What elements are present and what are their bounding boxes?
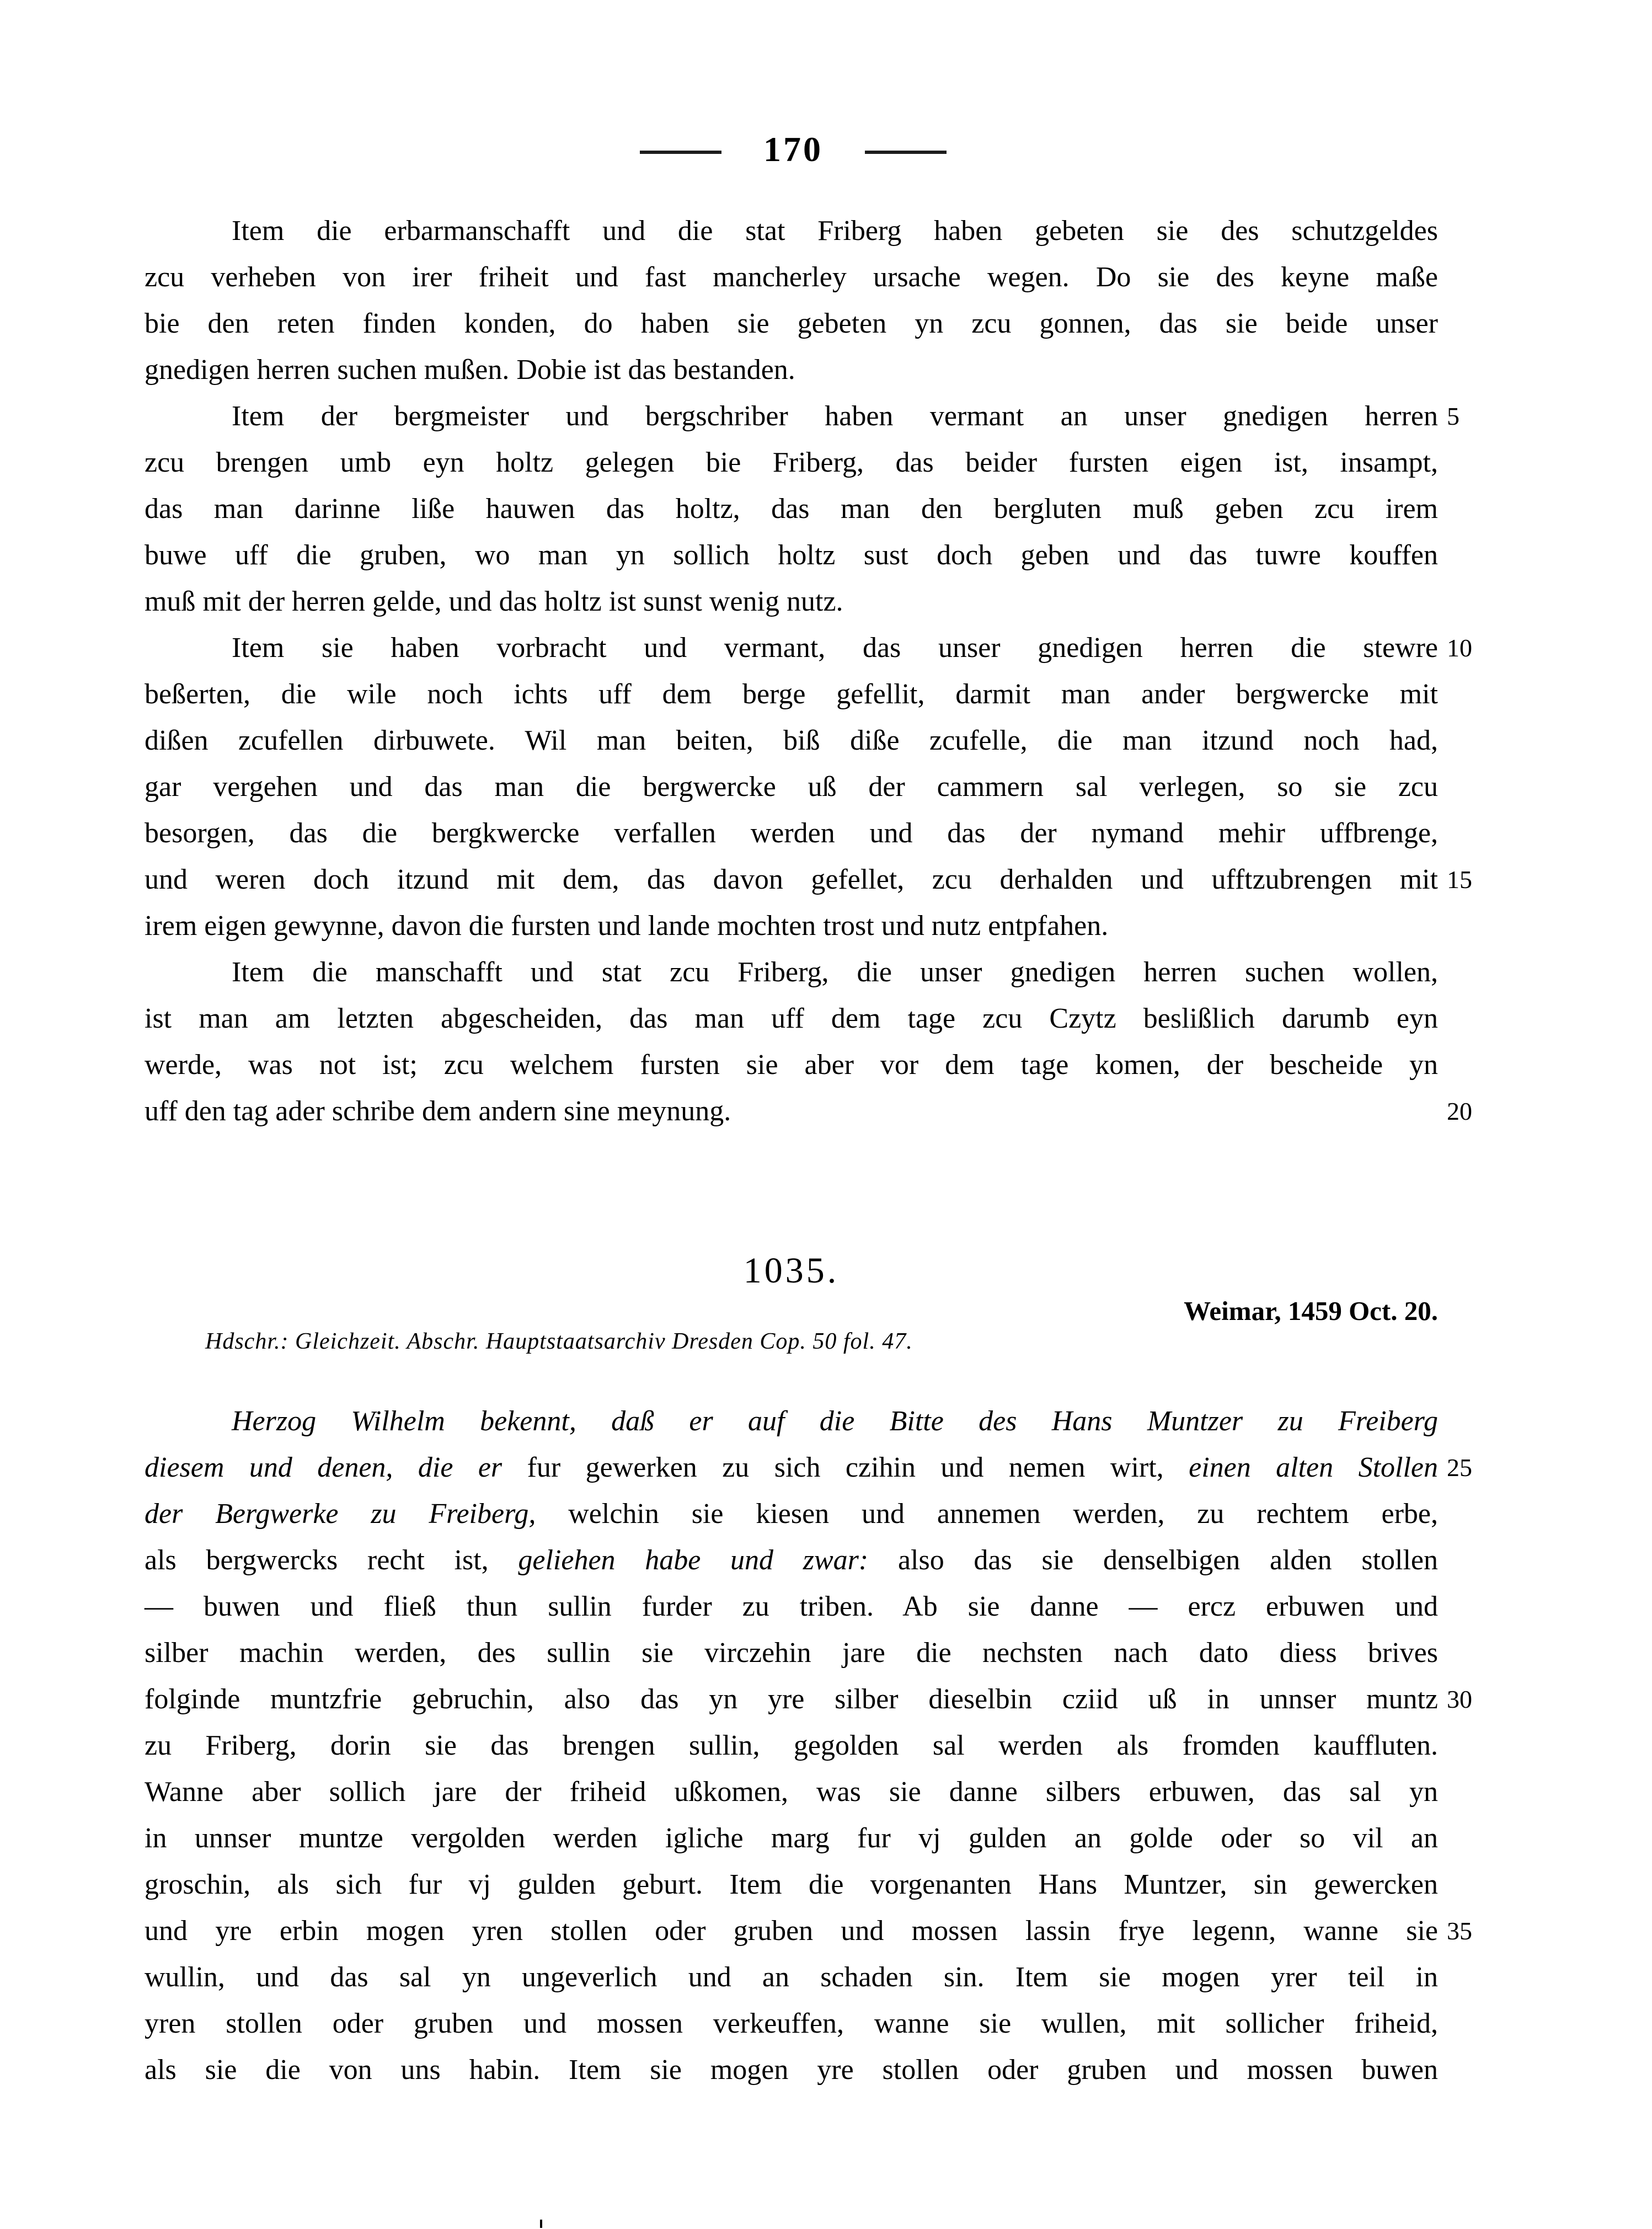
text-line bbox=[145, 1862, 1438, 1908]
text-line bbox=[145, 301, 1438, 347]
text-segment: zu Friberg, dorin sie das brengen sullin, gegolden sal werden als fromden kauffluten. bbox=[145, 1730, 1438, 1761]
italic-text-segment: diesem und denen, die er bbox=[145, 1452, 527, 1483]
text-segment: werde, was not ist; zcu welchem fursten sie aber vor dem tage komen, der bescheide yn bbox=[145, 1049, 1438, 1081]
text-segment: zcu brengen umb eyn holtz gelegen bie Friberg, das beider fursten eigen ist, insampt, bbox=[145, 447, 1438, 478]
text-segment: zcu verheben von irer friheit und fast mancherley ursache wegen. Do sie des keyne maße bbox=[145, 261, 1438, 293]
text-line bbox=[145, 1954, 1438, 2001]
text-segment: Item sie haben vorbracht und vermant, das unser gnedigen herren die stewre bbox=[232, 632, 1438, 664]
text-line bbox=[145, 996, 1438, 1042]
text-line bbox=[145, 1676, 1472, 1723]
margin-line-number: 30 bbox=[1447, 1685, 1472, 1713]
text-line bbox=[145, 1584, 1438, 1630]
text-line bbox=[145, 1769, 1438, 1815]
text-segment: — buwen und fließ thun sullin furder zu triben. Ab sie danne — ercz erbuwen und bbox=[145, 1591, 1438, 1622]
text-segment: yren stollen oder gruben und mossen verkeuffen, wanne sie wullen, mit sollicher friheid, bbox=[145, 2008, 1438, 2039]
text-line bbox=[145, 810, 1438, 857]
margin-line-number: 35 bbox=[1447, 1917, 1472, 1945]
text-line bbox=[145, 903, 1438, 949]
entry-number-heading: 1035. bbox=[743, 1250, 840, 1291]
text-line bbox=[145, 625, 1472, 671]
header-rule-right bbox=[865, 151, 947, 154]
text-line bbox=[145, 532, 1438, 579]
text-segment: also das sie denselbigen alden stollen bbox=[897, 1544, 1439, 1576]
text-segment: silber machin werden, des sullin sie virczehin jare die nechsten nach dato diess brives bbox=[145, 1637, 1438, 1669]
margin-line-number: 10 bbox=[1447, 634, 1472, 662]
page-number: 170 bbox=[763, 130, 823, 169]
text-line bbox=[145, 1630, 1438, 1676]
text-segment: Item die erbarmanschafft und die stat Friberg haben gebeten sie des schutzgeldes bbox=[232, 215, 1438, 247]
text-segment: als sie die von uns habin. Item sie mogen yre stollen oder gruben und mossen buwen bbox=[145, 2054, 1438, 2086]
text-segment: irem eigen gewynne, davon die fursten und lande mochten trost und nutz entpfahen. bbox=[145, 910, 1109, 942]
text-segment: welchin sie kiesen und annemen werden, zu rechtem erbe, bbox=[568, 1498, 1438, 1530]
text-line bbox=[145, 393, 1459, 440]
text-line bbox=[145, 1815, 1438, 1862]
text-line bbox=[145, 1908, 1472, 1954]
text-line bbox=[145, 1537, 1438, 1584]
entry-1034-continuation-text bbox=[145, 208, 1472, 1135]
text-line bbox=[145, 208, 1438, 254]
text-line bbox=[145, 718, 1438, 764]
text-segment: folginde muntzfrie gebruchin, also das yn yre silber dieselbin cziid uß in unnser muntz bbox=[145, 1683, 1438, 1715]
text-segment: dißen zcufellen dirbuwete. Wil man beiten, biß diße zcufelle, die man itzund noch had, bbox=[145, 725, 1438, 756]
text-segment: gnedigen herren suchen mußen. Dobie ist das bestanden. bbox=[145, 354, 795, 386]
margin-line-number: 20 bbox=[1447, 1097, 1472, 1125]
text-line bbox=[145, 857, 1472, 903]
text-line bbox=[145, 949, 1438, 996]
italic-text-segment: der Bergwerke zu Freiberg, bbox=[145, 1498, 569, 1530]
text-line bbox=[145, 347, 1438, 393]
text-line bbox=[145, 2001, 1438, 2047]
text-segment: und yre erbin mogen yren stollen oder gruben und mossen lassin frye legenn, wanne sie bbox=[145, 1915, 1438, 1947]
text-segment: als bergwercks recht ist, bbox=[145, 1544, 518, 1576]
text-line bbox=[145, 254, 1438, 301]
header-rule-left bbox=[640, 151, 721, 154]
text-line bbox=[145, 440, 1438, 486]
scan-artifact-mark bbox=[540, 2220, 542, 2228]
text-line bbox=[145, 1042, 1438, 1088]
page-header bbox=[640, 129, 947, 170]
text-segment: das man darinne liße hauwen das holtz, das man den bergluten muß geben zcu irem bbox=[145, 493, 1438, 525]
text-segment: Wanne aber sollich jare der friheid ußkomen, was sie danne silbers erbuwen, das sal yn bbox=[145, 1776, 1438, 1808]
text-segment: gar vergehen und das man die bergwercke uß der cammern sal verlegen, so sie zcu bbox=[145, 771, 1438, 803]
margin-line-number: 15 bbox=[1447, 865, 1472, 894]
text-segment: fur gewerken zu sich czihin und nemen wirt, bbox=[527, 1452, 1189, 1483]
text-segment: buwe uff die gruben, wo man yn sollich holtz sust doch geben und das tuwre kouffen bbox=[145, 539, 1438, 571]
entry-dateline: Weimar, 1459 Oct. 20. bbox=[1184, 1296, 1438, 1326]
entry-1035-text bbox=[145, 1398, 1472, 2093]
text-segment: muß mit der herren gelde, und das holtz ist sunst wenig nutz. bbox=[145, 586, 843, 617]
text-segment: Item der bergmeister und bergschriber haben vermant an unser gnedigen herren bbox=[232, 400, 1438, 432]
text-segment: ist man am letzten abgescheiden, das man uff dem tage zcu Czytz beslißlich darumb eyn bbox=[145, 1003, 1438, 1034]
text-line bbox=[145, 1088, 1472, 1135]
text-segment: groschin, als sich fur vj gulden geburt. Item die vorgenanten Hans Muntzer, sin gewercken bbox=[145, 1869, 1438, 1900]
text-line bbox=[145, 2047, 1438, 2093]
text-segment: in unnser muntze vergolden werden igliche marg fur vj gulden an golde oder so vil an bbox=[145, 1822, 1438, 1854]
text-segment: beßerten, die wile noch ichts uff dem berge gefellit, darmit man ander bergwercke mit bbox=[145, 678, 1438, 710]
italic-text-segment: einen alten Stollen bbox=[1189, 1452, 1438, 1483]
text-line bbox=[145, 1398, 1438, 1445]
text-line bbox=[145, 764, 1438, 810]
margin-line-number: 5 bbox=[1447, 402, 1459, 430]
text-line bbox=[145, 486, 1438, 532]
text-line bbox=[145, 671, 1438, 718]
text-line bbox=[145, 579, 1438, 625]
text-segment: besorgen, das die bergkwercke verfallen werden und das der nymand mehir uffbrenge, bbox=[145, 817, 1438, 849]
italic-text-segment: geliehen habe und zwar: bbox=[518, 1544, 898, 1576]
text-segment: Item die manschafft und stat zcu Friberg, die unser gnedigen herren suchen wollen, bbox=[232, 956, 1438, 988]
margin-line-number: 25 bbox=[1447, 1453, 1472, 1482]
text-segment: bie den reten finden konden, do haben sie gebeten yn zcu gonnen, das sie beide unser bbox=[145, 308, 1438, 339]
text-segment: wullin, und das sal yn ungeverlich und an schaden sin. Item sie mogen yrer teil in bbox=[145, 1961, 1438, 1993]
text-line bbox=[145, 1491, 1438, 1537]
entry-source-note: Hdschr.: Gleichzeit. Abschr. Hauptstaatsarchiv Dresden Cop. 50 fol. 47. bbox=[205, 1329, 913, 1354]
text-line bbox=[145, 1445, 1472, 1491]
text-line bbox=[145, 1723, 1438, 1769]
italic-text-segment: Herzog Wilhelm bekennt, daß er auf die Bitte des Hans Muntzer zu Freiberg bbox=[232, 1405, 1438, 1437]
text-segment: und weren doch itzund mit dem, das davon gefellet, zcu derhalden und ufftzubrengen mit bbox=[145, 864, 1438, 895]
text-segment: uff den tag ader schribe dem andern sine meynung. bbox=[145, 1095, 731, 1127]
